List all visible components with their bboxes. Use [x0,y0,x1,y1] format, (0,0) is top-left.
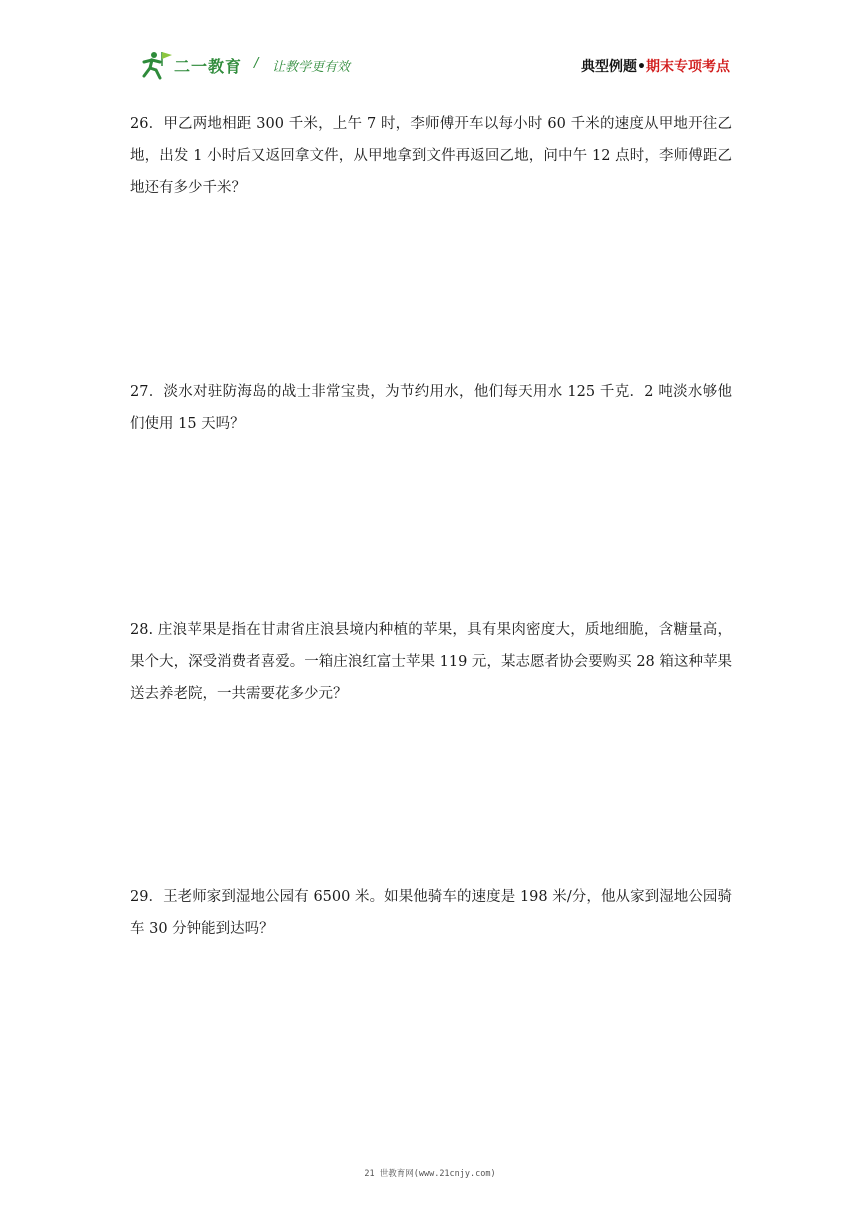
question-28: 28. 庄浪苹果是指在甘肃省庄浪县境内种植的苹果，具有果肉密度大，质地细脆，含糖量高，果个大，深受消费者喜爱。一箱庄浪红富士苹果 119 元，某志愿者协会要购买 28 箱这种苹果送去养老院，一共需要花多少元？ [130,622,732,702]
header-topic-prefix: 典型例题• [581,59,646,75]
question-26: 26．甲乙两地相距 300 千米，上午 7 时，李师傅开车以每小时 60 千米的速度从甲地开往乙地，出发 1 小时后又返回拿文件，从甲地拿到文件再返回乙地，问中午 12 点时，李师傅距乙地还有多少千米？ [130,116,732,196]
header-separator: / [254,56,259,71]
brand-name: 二一教育 [174,57,243,76]
header-topic [581,56,730,76]
header-topic-suffix: 期末专项考点 [646,59,730,75]
page-header [130,48,730,82]
page-footer: 21 世教育网(www.21cnjy.com) [364,1169,496,1179]
running-figure-logo-icon [136,50,174,80]
brand-slogan: 让教学更有效 [272,60,351,75]
question-29: 29．王老师家到湿地公园有 6500 米。如果他骑车的速度是 198 米/分，他从家到湿地公园骑车 30 分钟能到达吗？ [130,889,732,937]
question-27: 27．淡水对驻防海岛的战士非常宝贵，为节约用水，他们每天用水 125 千克．2 吨淡水够他们使用 15 天吗？ [130,384,732,432]
